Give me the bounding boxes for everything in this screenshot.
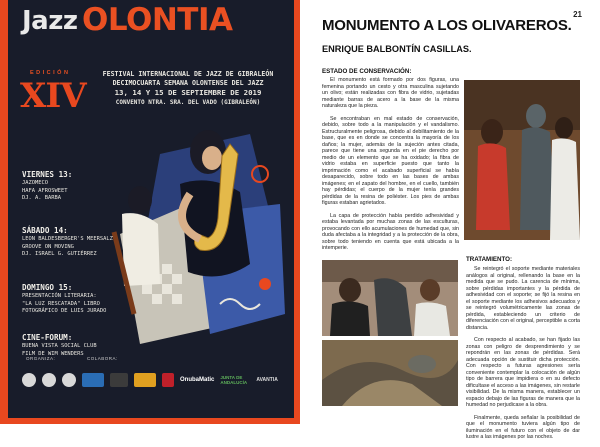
jazz-musicians-illustration — [100, 114, 290, 350]
article-author: ENRIQUE BALBONTÍN CASILLAS. — [322, 44, 472, 54]
poster-day-label: DOMINGO 15: — [22, 283, 73, 292]
poster-day-label: VIERNES 13: — [22, 170, 73, 179]
paragraph: Finalmente, queda señalar la posibilidad de que el monumento tuviera algún tipo de iluminación en el futuro con el objeto de dar lustre a las imágenes por las noches. — [466, 414, 580, 440]
poster-act: "LA LUZ RESCATADA" LIBRO — [22, 300, 100, 307]
poster-act: LEON BALDESBERGER'S MEERSALZ — [22, 236, 113, 242]
poster-act: BUENA VISTA SOCIAL CLUB — [22, 343, 97, 349]
page-number: 21 — [573, 10, 582, 19]
poster-day-label: CINE-FORUM: — [22, 333, 73, 342]
poster-venue: CONVENTO NTRA. SRA. DEL VADO (GIBRALEÓN) — [115, 99, 261, 106]
section-heading-tratamiento: TRATAMIENTO: — [466, 256, 513, 263]
poster-cine-forum — [22, 333, 97, 358]
poster-festival-line2: DECIMOCUARTA SEMANA OLONTENSE DEL JAZZ — [112, 79, 264, 87]
paragraph: Se reintegró el soporte mediante materiales análogos al original, rellenando la base en la medida que se pudo. La carencia de mínima, sobre pérdidas importantes y la pérdida de adhesividad con el soporte; se fijó la resina en el soporte mediante los adhesivos adecuados y se reintegró volumétricamente las zonas de pérdida, estableciendo un criterio de diferenciación con el original, perceptible a corta distancia. — [466, 266, 580, 331]
poster-act: DJ. ISRAEL G. GUTIÉRREZ — [22, 251, 97, 258]
paragraph: La capa de protección había perdido adhesividad y estaba levantada por muchas zonas de las esculturas, provocando con ello acumulaciones de humedad que, sin duda afectaba a la integridad y a la protección de la obra, sobre todo teniendo en cuenta que está ubicada a la intemperie. — [322, 212, 459, 251]
poster-day-sabado — [22, 226, 113, 259]
photo-illustration — [322, 340, 458, 406]
poster-day-viernes — [22, 170, 72, 203]
sponsor-logo-icon — [42, 373, 56, 387]
restoration-photo-working — [322, 260, 458, 336]
poster-edicion-label: EDICIÓN — [30, 70, 71, 76]
sponsor-junta-andalucia: JUNTA DE ANDALUCÍA — [220, 375, 248, 385]
poster-act: FILM DE WIM WENDERS — [22, 350, 84, 357]
poster-act: PRESENTACIÓN LITERARIA: — [22, 293, 97, 299]
restoration-photo-detail — [322, 340, 458, 406]
paragraph: Con respecto al acabado, se han fijado las zonas con peligro de desprendimiento y se repondrán en las zonas de pérdidas. Será adecuada opción de sustituir dicha protección. Con respecto a futuras agresiones sería conveniente contemplar la colocación de algún tipo de barrera que impidiera o en su defecto dificultase el acceso a las imágenes, sin restarle visibilidad. De la misma manera, establecer un espacio debajo de las figuras de manera que la humedad no perjudicase a la obra. — [466, 337, 580, 408]
poster-act: HAFA AFROSWEET — [22, 187, 68, 194]
sponsor-logo-icon — [22, 373, 36, 387]
sponsor-logo-icon — [162, 373, 174, 387]
poster-day-label: SÁBADO 14: — [22, 226, 68, 235]
poster-act: DJ. A. BARBA — [22, 195, 61, 202]
poster-dates: 13, 14 Y 15 DE SEPTIEMBRE DE 2019 — [114, 88, 262, 97]
poster-edition-number: XIV — [20, 76, 86, 116]
tratamiento-body — [466, 266, 580, 447]
restoration-photo-statue — [464, 80, 580, 240]
poster-organiza-label: ORGANIZA: — [26, 356, 56, 361]
poster-act: JAZOMECO — [22, 180, 48, 186]
estado-body — [322, 77, 459, 258]
section-heading-estado: ESTADO DE CONSERVACIÓN: — [322, 68, 412, 75]
sponsor-logo-icon — [82, 373, 104, 387]
sponsor-logo-icon — [110, 373, 128, 387]
poster-act: FOTOGRÁFICO DE LUIS JURADO — [22, 308, 107, 315]
sponsor-logo-icon — [134, 373, 156, 387]
poster-festival-line1: FESTIVAL INTERNACIONAL DE JAZZ DE GIBRALEÓN — [102, 70, 274, 78]
poster-organiza-row — [26, 356, 148, 361]
photo-illustration — [322, 260, 458, 336]
article-page — [300, 0, 600, 440]
paragraph: El monumento está formado por dos figuras, una femenina portando un cesto y otra masculina sujetando un olivo; están realizadas con fibra de vidrio, sujetadas mediante barras de acero a la base de la misma naturaleza que la pieza. — [322, 77, 459, 109]
paragraph: Se encontraban en mal estado de conservación, debido, sobre todo a la manipulación y el vandalismo. Estructuralmente peligrosa, debido al debilitamiento de la base, que es en donde se concentra la mayoría de los daños; la mujer, además de la sujeción antes citada, parece que tiene una segunda en el pie derecho por medio de un elemento que se ha oxidado; la fibra de vidrio estaba en superficie puesto que tanto la imprimación como el acabado superficial se había desaparecido, sobre todo en las bases de ambas imágenes; en el zapato del hombre, en el cuello, también hay pérdidas; el cuerpo de la mujer tenía grandes pérdidas de la resina de poliéster. Los pies de ambas figuras estaban agrietados. — [322, 115, 459, 206]
poster-festival-info — [88, 70, 288, 107]
sponsor-onubamatic: OnubaMatic — [180, 377, 215, 383]
sponsor-avantia: AVANTIA — [256, 377, 278, 383]
article-title: MONUMENTO A LOS OLIVAREROS. — [322, 17, 572, 34]
poster-day-domingo — [22, 283, 106, 316]
photo-illustration — [464, 80, 580, 240]
poster-logo-jazz: Jazz — [22, 6, 78, 36]
poster-panel — [8, 0, 294, 418]
festival-poster — [0, 0, 300, 424]
sponsor-logo-icon — [62, 373, 76, 387]
poster-sponsor-strip — [22, 364, 290, 396]
poster-colabora-label: COLABORA: — [87, 356, 118, 361]
poster-logo-olontia: OLONTIA — [82, 2, 233, 38]
poster-act: GROOVE ON MOVING — [22, 243, 74, 250]
